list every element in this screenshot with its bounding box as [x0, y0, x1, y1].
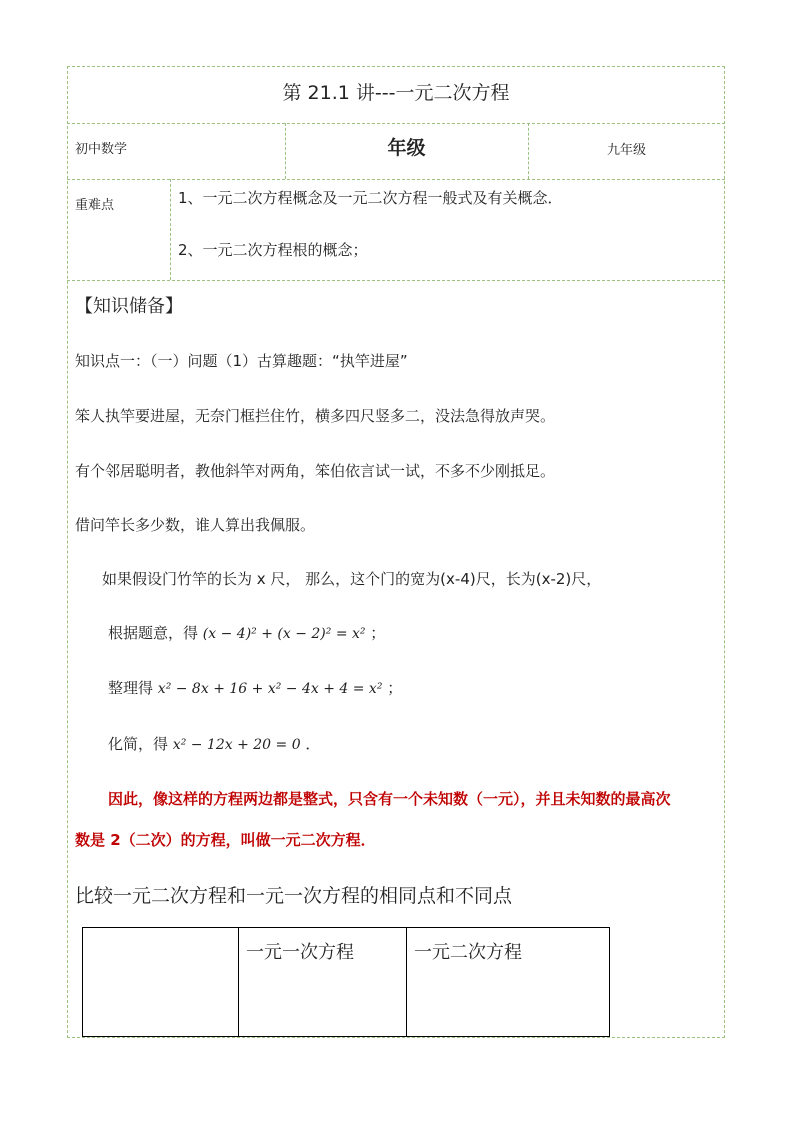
definition-line-1: 因此，像这样的方程两边都是整式，只含有一个未知数（一元），并且未知数的最高次	[108, 790, 671, 808]
poem-line: 有个邻居聪明者，教他斜竿对两角，笨伯依言试一试，不多不少刚抵足。	[75, 462, 556, 480]
equation: (x − 4)² + (x − 2)² = x²	[202, 626, 366, 642]
equation-step-1	[108, 622, 385, 643]
assumption-text: 如果假设门竹竿的长为 x 尺， 那么，这个门的宽为(x-4)尺，长为(x-2)尺，	[102, 570, 602, 588]
table-divider	[406, 927, 407, 1037]
section-heading: 【知识储备】	[75, 296, 183, 317]
equation-step-2	[108, 677, 402, 698]
lesson-title: 第 21.1 讲---一元二次方程	[282, 82, 510, 104]
poem-line: 借问竿长多少数，谁人算出我佩服。	[75, 516, 316, 534]
knowledge-point-1: 知识点一：（一）问题（1）古算趣题：“执竿进屋”	[75, 352, 408, 370]
equation: x² − 8x + 16 + x² − 4x + 4 = x²	[157, 681, 383, 697]
divider	[67, 179, 725, 180]
table-header-quadratic: 一元二次方程	[414, 942, 522, 963]
step-label: 根据题意，得	[108, 624, 199, 642]
subject-label: 初中数学	[75, 142, 128, 157]
step-end: ；	[370, 624, 386, 642]
step-label: 化简，得	[108, 735, 169, 753]
poem-line: 笨人执竿要进屋，无奈门框拦住竹，横多四尺竖多二，没法急得放声哭。	[75, 407, 556, 425]
divider	[67, 123, 725, 124]
key-point-1: 1、一元二次方程概念及一元二次方程一般式及有关概念．	[178, 189, 563, 207]
compare-title: 比较一元二次方程和一元一次方程的相同点和不同点	[75, 885, 513, 907]
divider	[170, 179, 171, 280]
step-end: ．	[305, 735, 321, 753]
equation: x² − 12x + 20 = 0	[172, 737, 301, 753]
table-header-linear: 一元一次方程	[246, 942, 354, 963]
grade-value: 九年级	[606, 143, 646, 158]
definition-line-2: 数是 2（二次）的方程，叫做一元二次方程．	[75, 831, 376, 849]
step-end: ；	[387, 679, 403, 697]
key-points-label: 重难点	[75, 198, 115, 213]
equation-step-3	[108, 733, 320, 754]
step-label: 整理得	[108, 679, 154, 697]
key-point-2: 2、一元二次方程根的概念；	[178, 241, 368, 259]
grade-label: 年级	[387, 137, 426, 159]
table-divider	[238, 927, 239, 1037]
divider	[67, 280, 725, 281]
